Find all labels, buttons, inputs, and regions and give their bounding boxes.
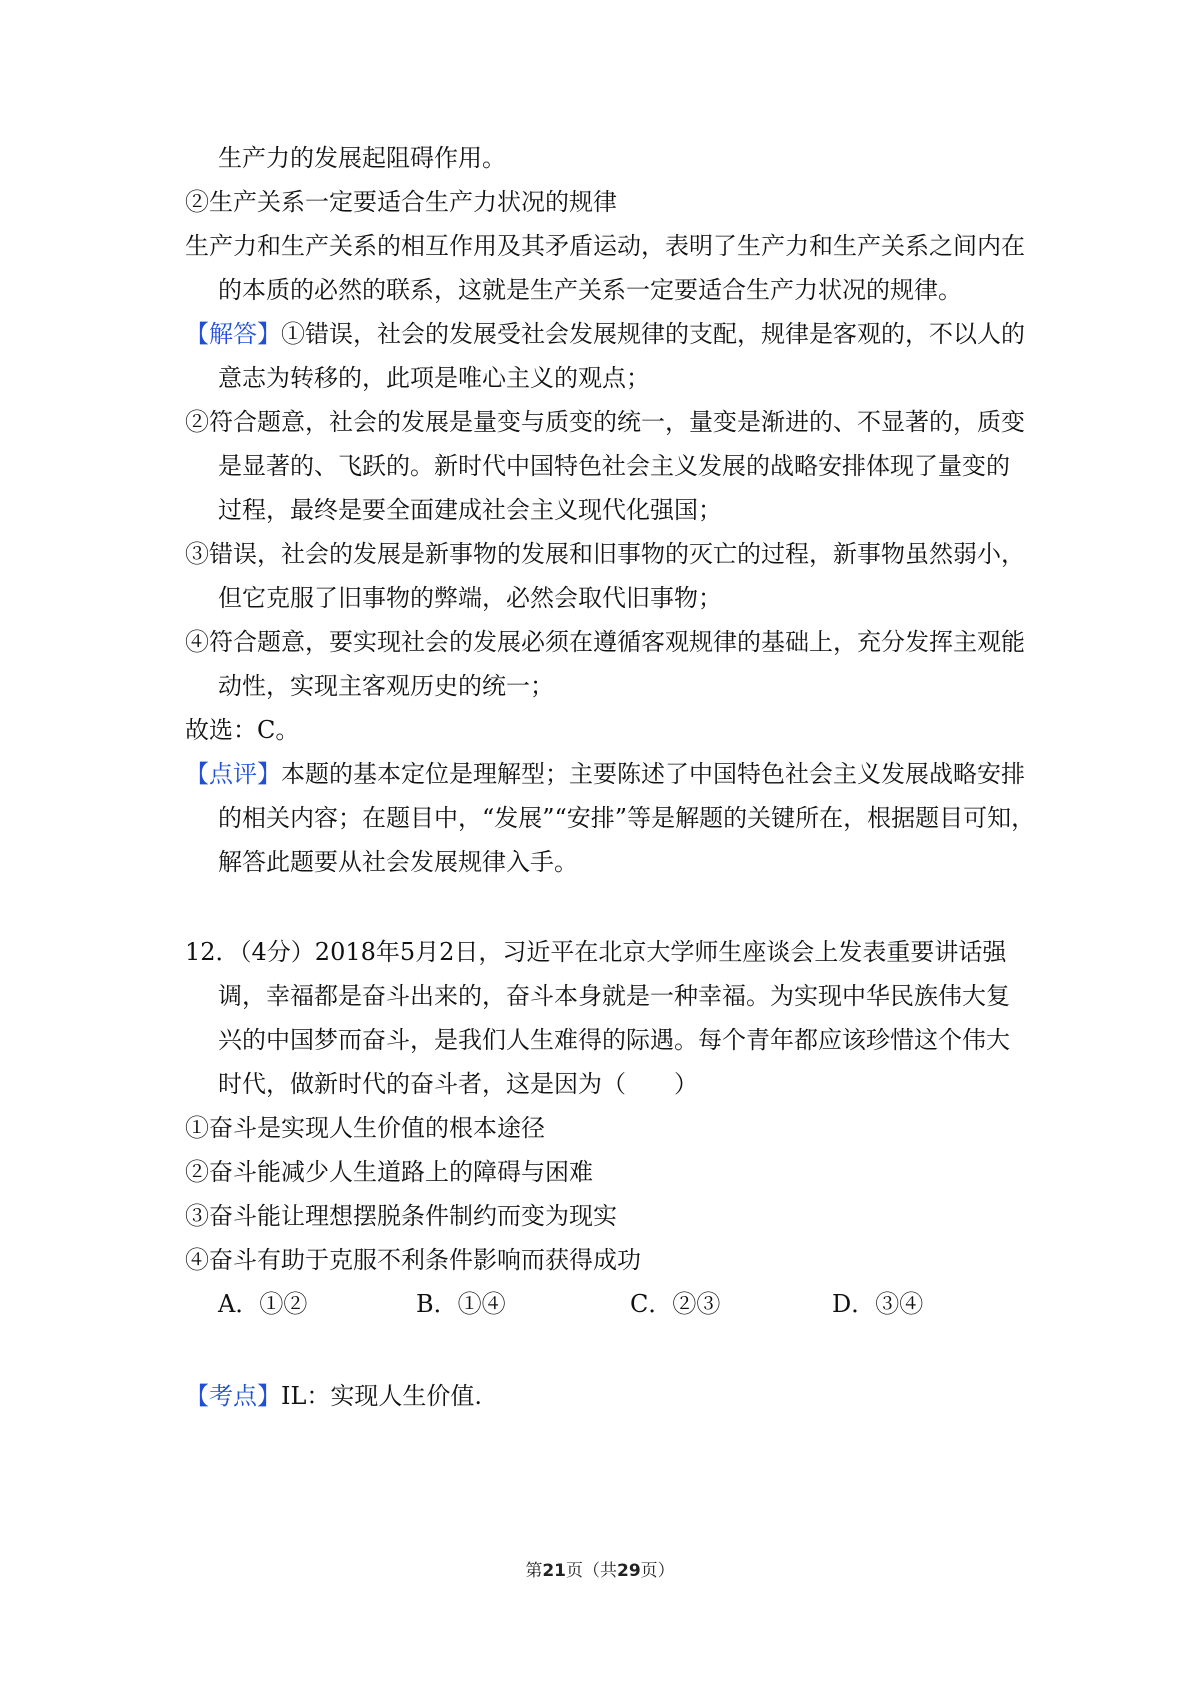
text-line: 但它克服了旧事物的弊端，必然会取代旧事物； — [218, 584, 722, 612]
text-line: 的相关内容；在题目中，“发展”“安排”等是解题的关键所在，根据题目可知， — [218, 804, 1036, 832]
text-line: 动性，实现主客观历史的统一； — [218, 672, 554, 700]
footer-suffix: 页） — [640, 1561, 675, 1581]
text-line: 生产力和生产关系的相互作用及其矛盾运动，表明了生产力和生产关系之间内在 — [185, 232, 1025, 260]
comment-tag: 【点评】 — [185, 760, 281, 788]
footer-prefix: 第 — [525, 1561, 543, 1581]
kaodian-text: IL：实现人生价值. — [281, 1382, 483, 1410]
text-line: 兴的中国梦而奋斗，是我们人生难得的际遇。每个青年都应该珍惜这个伟大 — [218, 1026, 1010, 1054]
kaodian-line — [185, 1372, 482, 1420]
text-line: ②符合题意，社会的发展是量变与质变的统一，量变是渐进的、不显著的，质变 — [185, 408, 1025, 436]
text-line: 过程，最终是要全面建成社会主义现代化强国； — [218, 496, 722, 524]
answer-choice: 故选：C。 — [185, 716, 300, 744]
text-line: ③错误，社会的发展是新事物的发展和旧事物的灭亡的过程，新事物虽然弱小， — [185, 540, 1025, 568]
option-b: B．①④ — [416, 1290, 506, 1318]
text-line: ④符合题意，要实现社会的发展必须在遵循客观规律的基础上，充分发挥主观能 — [185, 628, 1025, 656]
option-d: D．③④ — [832, 1290, 924, 1318]
answer-first-line — [185, 310, 1025, 358]
statement: ④奋斗有助于克服不利条件影响而获得成功 — [185, 1246, 641, 1274]
footer-middle: 页（共 — [566, 1561, 617, 1581]
text-line: 调，幸福都是奋斗出来的，奋斗本身就是一种幸福。为实现中华民族伟大复 — [218, 982, 1010, 1010]
question-stem: 12．（4分）2018年5月2日，习近平在北京大学师生座谈会上发表重要讲话强 — [185, 938, 1007, 966]
statement: ③奋斗能让理想摆脱条件制约而变为现实 — [185, 1202, 617, 1230]
comment-text: 本题的基本定位是理解型；主要陈述了中国特色社会主义发展战略安排 — [281, 760, 1025, 788]
option-a: A．①② — [218, 1290, 308, 1318]
statement: ②奋斗能减少人生道路上的障碍与困难 — [185, 1158, 593, 1186]
answer-text: ①错误，社会的发展受社会发展规律的支配，规律是客观的，不以人的 — [281, 320, 1025, 348]
text-line: ②生产关系一定要适合生产力状况的规律 — [185, 188, 617, 216]
text-line: 生产力的发展起阻碍作用。 — [218, 144, 506, 172]
text-line: 意志为转移的，此项是唯心主义的观点； — [218, 364, 650, 392]
text-line: 解答此题要从社会发展规律入手。 — [218, 848, 578, 876]
text-line: 的本质的必然的联系，这就是生产关系一定要适合生产力状况的规律。 — [218, 276, 962, 304]
page-total: 29 — [617, 1561, 641, 1581]
option-c: C．②③ — [630, 1290, 721, 1318]
page-footer — [0, 1557, 1200, 1585]
answer-tag: 【解答】 — [185, 320, 281, 348]
page-number: 21 — [542, 1561, 566, 1581]
statement: ①奋斗是实现人生价值的根本途径 — [185, 1114, 545, 1142]
comment-first-line — [185, 750, 1025, 798]
text-line: 时代，做新时代的奋斗者，这是因为（ ） — [218, 1070, 698, 1098]
text-line: 是显著的、飞跃的。新时代中国特色社会主义发展的战略安排体现了量变的 — [218, 452, 1010, 480]
kaodian-tag: 【考点】 — [185, 1382, 281, 1410]
